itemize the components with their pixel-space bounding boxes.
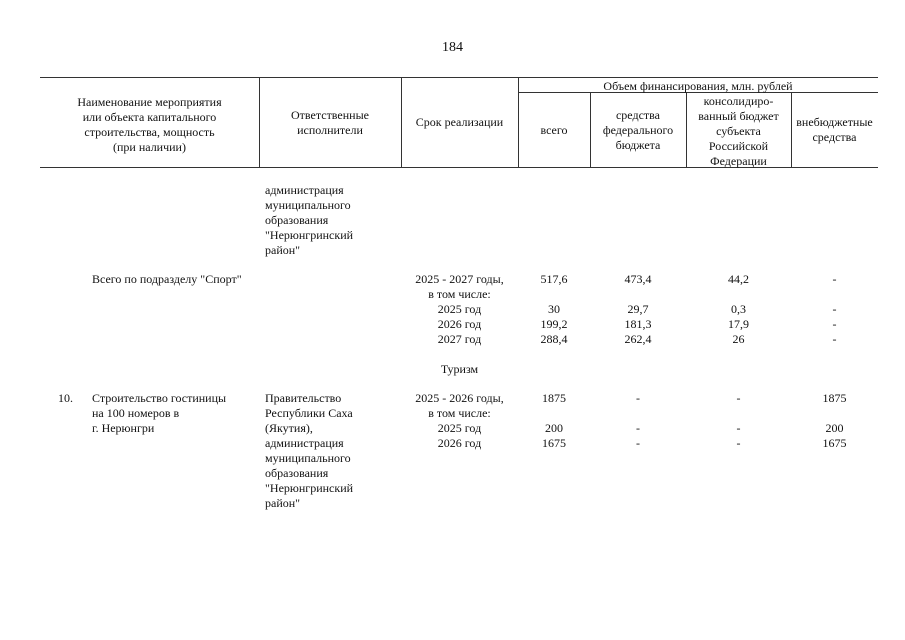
header-period: Срок реализации: [415, 115, 504, 129]
sport-total-periods: 2025 - 2027 годы, в том числе: 2025 год 2026 год 2027 год: [415, 272, 504, 346]
sport-total-extra: - - - -: [832, 272, 837, 346]
item10-total: 1875 200 1675: [542, 391, 566, 450]
item10-federal: - - -: [636, 391, 640, 450]
header-federal: средства федерального бюджета: [602, 108, 674, 152]
block1-executor: администрация муниципального образования "Нерюнгринский район": [265, 183, 354, 257]
sport-total-name: Всего по подразделу "Спорт": [92, 272, 242, 286]
header-consolidated: консолидиро- ванный бюджет субъекта Российской Федерации: [698, 94, 779, 168]
item10-number: 10.: [58, 391, 73, 405]
item10-consolidated: - - -: [736, 391, 741, 450]
item10-executor: Правительство Республики Саха (Якутия), администрация муниципального образования "Нерюнгринский район": [265, 391, 354, 510]
header-name: Наименование мероприятия или объекта капитального строительства, мощность (при наличии): [77, 95, 222, 154]
header-executors: Ответственные исполнители: [291, 108, 369, 137]
header-total: всего: [540, 123, 568, 137]
header-funding: Объем финансирования, млн. рублей: [603, 79, 793, 93]
item10-periods: 2025 - 2026 годы, в том числе: 2025 год 2026 год: [415, 391, 504, 450]
sport-total-federal: 473,4 29,7 181,3 262,4: [624, 272, 652, 346]
item10-name: Строительство гостиницы на 100 номеров в г. Нерюнгри: [92, 391, 227, 435]
sport-total-consolidated: 44,2 0,3 17,9 26: [728, 272, 749, 346]
section-title: Туризм: [440, 362, 479, 376]
sport-total-total: 517,6 30 199,2 288,4: [540, 272, 568, 346]
item10-extra: 1875 200 1675: [822, 391, 847, 450]
header-extrabudget: внебюджетные средства: [796, 115, 873, 144]
table-top-rule: [40, 77, 878, 78]
page-number: 184: [442, 40, 463, 55]
